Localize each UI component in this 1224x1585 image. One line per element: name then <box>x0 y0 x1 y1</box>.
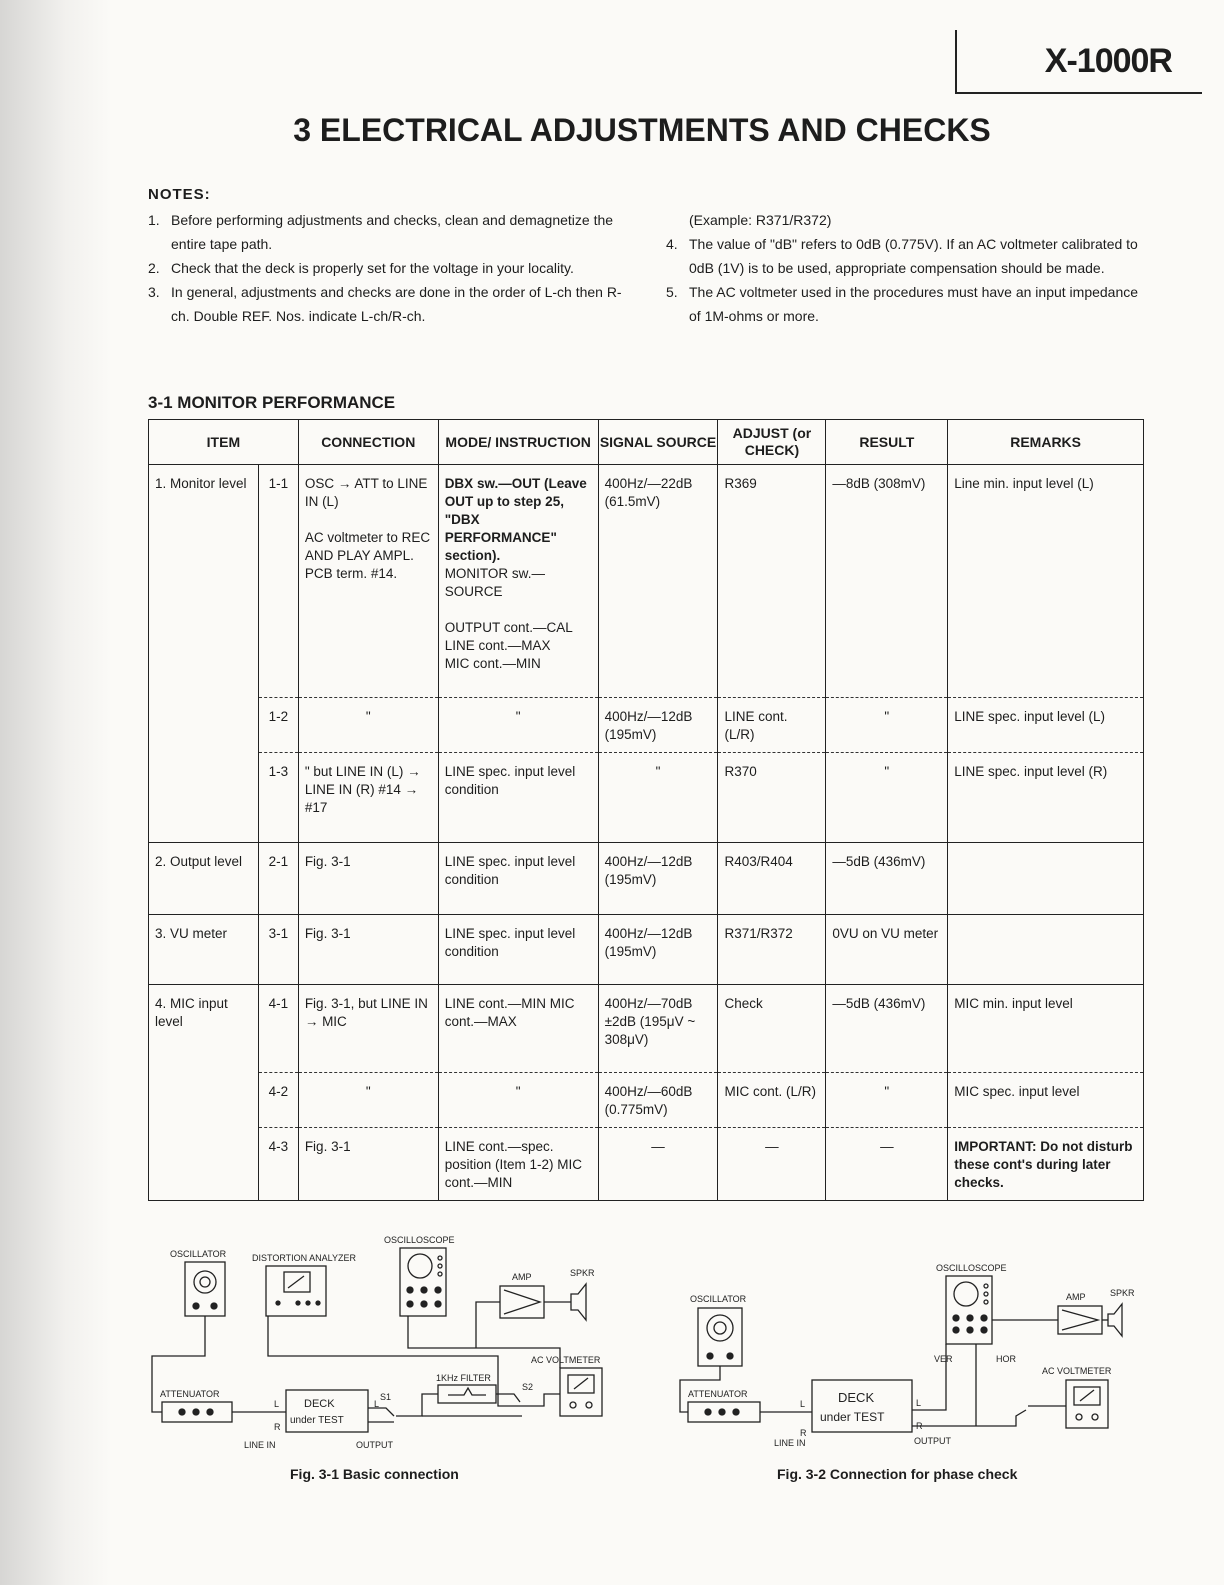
label-ver: VER <box>934 1354 953 1364</box>
notes-column-left <box>148 208 626 328</box>
cell-result: " <box>826 1073 948 1128</box>
cell-mode: LINE spec. input level condition <box>438 843 598 915</box>
table-row <box>149 753 1144 843</box>
cell-item: 3. VU meter <box>149 915 259 985</box>
cell-mode: " <box>438 698 598 753</box>
label-output: OUTPUT <box>914 1436 951 1446</box>
cell-adjust: MIC cont. (L/R) <box>718 1073 826 1128</box>
cell-step: 1-3 <box>258 753 298 843</box>
label-hor: HOR <box>996 1354 1016 1364</box>
cell-adjust: R403/R404 <box>718 843 826 915</box>
cell-signal: 400Hz/—70dB ±2dB (195μV ~ 308μV) <box>598 985 718 1073</box>
filter-symbol <box>448 1388 486 1395</box>
table-header <box>149 420 1144 465</box>
cell-connection: OSC → ATT to LINE IN (L) AC voltmeter to REC AND PLAY AMPL. PCB term. #14. <box>298 465 438 698</box>
table-row <box>149 1128 1144 1201</box>
cell-item: 4. MIC input level <box>149 985 259 1073</box>
label-line-in: LINE IN <box>774 1438 806 1448</box>
cell-connection: Fig. 3-1 <box>298 915 438 985</box>
label-distortion-analyzer: DISTORTION ANALYZER <box>252 1253 357 1263</box>
cell-remarks: LINE spec. input level (R) <box>948 753 1144 843</box>
cell-step: 4-1 <box>258 985 298 1073</box>
cell-signal: 400Hz/—60dB (0.775mV) <box>598 1073 718 1128</box>
cell-signal: 400Hz/—12dB (195mV) <box>598 915 718 985</box>
cell-item: 1. Monitor level <box>149 465 259 698</box>
figure-phase-check-connection <box>676 1230 1146 1455</box>
label-spkr: SPKR <box>1110 1288 1135 1298</box>
cell-result: " <box>826 753 948 843</box>
cell-item <box>149 1128 259 1201</box>
cell-step: 4-3 <box>258 1128 298 1201</box>
cell-result: " <box>826 698 948 753</box>
label-r-in: R <box>274 1422 281 1432</box>
label-r-in: R <box>800 1428 807 1438</box>
cell-connection: Fig. 3-1, but LINE IN → MIC <box>298 985 438 1073</box>
oscillator-device <box>185 1262 225 1316</box>
cell-step: 4-2 <box>258 1073 298 1128</box>
label-l-out: L <box>916 1398 922 1408</box>
figure-basic-connection <box>148 1230 628 1455</box>
cell-result: —5dB (436mV) <box>826 985 948 1073</box>
note-item: 3. In general, adjustments and checks are done in the order of L-ch then R-ch. Double REF. Nos. indicate L-ch/R-ch. <box>148 284 622 324</box>
cell-remarks: LINE spec. input level (L) <box>948 698 1144 753</box>
label-oscilloscope: OSCILLOSCOPE <box>936 1263 1007 1273</box>
amp-triangle <box>504 1290 540 1314</box>
cell-remarks: IMPORTANT: Do not disturb these cont's during later checks. <box>948 1128 1144 1201</box>
cell-signal: " <box>598 753 718 843</box>
cell-item <box>149 698 259 753</box>
label-ac-voltmeter: AC VOLTMETER <box>1042 1366 1112 1376</box>
cell-signal: 400Hz/—12dB (195mV) <box>598 843 718 915</box>
table-row <box>149 1073 1144 1128</box>
note-item: 1. Before performing adjustments and checks, clean and demagnetize the entire tape path. <box>148 212 614 252</box>
cell-signal: — <box>598 1128 718 1201</box>
deck-under-test-device <box>812 1380 912 1432</box>
header-signal: SIGNAL SOURCE <box>598 420 718 465</box>
header-adjust: ADJUST (or CHECK) <box>718 420 826 465</box>
scan-edge-shadow <box>0 0 110 1585</box>
note-item: (Example: R371/R372) <box>689 212 832 228</box>
mode-text: MONITOR sw.—SOURCE OUTPUT cont.—CAL LINE cont.—MAX MIC cont.—MIN <box>444 566 573 671</box>
mode-bold-text: DBX sw.—OUT (Leave OUT up to step 25, "DBX PERFORMANCE" section). <box>444 476 587 563</box>
cell-result: — <box>826 1128 948 1201</box>
cell-adjust: R369 <box>718 465 826 698</box>
table-row <box>149 915 1144 985</box>
header-mode: MODE/ INSTRUCTION <box>438 420 598 465</box>
label-output: OUTPUT <box>356 1440 393 1450</box>
cell-result: —5dB (436mV) <box>826 843 948 915</box>
page-title: 3 ELECTRICAL ADJUSTMENTS AND CHECKS <box>293 112 991 148</box>
label-oscillator: OSCILLATOR <box>170 1249 227 1259</box>
note-item: 5. The AC voltmeter used in the procedures must have an input impedance of 1M-ohms or more. <box>666 284 1139 324</box>
cell-item: 2. Output level <box>149 843 259 915</box>
table-row <box>149 985 1144 1073</box>
ac-voltmeter-device <box>1066 1380 1108 1428</box>
ac-voltmeter-device <box>560 1368 602 1416</box>
attenuator-device <box>162 1402 232 1422</box>
cell-step: 3-1 <box>258 915 298 985</box>
cell-item <box>149 1073 259 1128</box>
cell-step: 2-1 <box>258 843 298 915</box>
table-row <box>149 465 1144 698</box>
cell-connection: " <box>298 1073 438 1128</box>
header-remarks: REMARKS <box>948 420 1144 465</box>
cell-connection: Fig. 3-1 <box>298 843 438 915</box>
speaker-icon <box>571 1284 586 1320</box>
amp-triangle <box>1062 1310 1098 1330</box>
label-attenuator: ATTENUATOR <box>160 1389 220 1399</box>
cell-item <box>149 753 259 843</box>
cell-result: 0VU on VU meter <box>826 915 948 985</box>
label-l-out: L <box>374 1399 380 1409</box>
label-spkr: SPKR <box>570 1268 595 1278</box>
label-deck: DECK <box>838 1390 875 1405</box>
section-heading: 3-1 MONITOR PERFORMANCE <box>148 393 396 412</box>
label-l-in: L <box>800 1399 806 1409</box>
table-row <box>149 698 1144 753</box>
label-s2: S2 <box>522 1382 534 1392</box>
cell-step: 1-2 <box>258 698 298 753</box>
label-oscillator: OSCILLATOR <box>690 1294 747 1304</box>
distortion-analyzer-device <box>266 1266 326 1316</box>
connection-wires <box>152 1302 571 1422</box>
cell-signal: 400Hz/—22dB (61.5mV) <box>598 465 718 698</box>
cell-mode: LINE spec. input level condition <box>438 753 598 843</box>
label-r-out: R <box>916 1421 923 1431</box>
label-filter: 1KHz FILTER <box>436 1373 491 1383</box>
label-l-in: L <box>274 1399 280 1409</box>
label-amp: AMP <box>1066 1292 1086 1302</box>
oscillator-device <box>698 1308 742 1366</box>
cell-remarks: MIC spec. input level <box>948 1073 1144 1128</box>
cell-adjust: LINE cont. (L/R) <box>718 698 826 753</box>
cell-mode <box>438 465 598 698</box>
notes-heading: NOTES: <box>148 186 211 203</box>
note-item: 2. Check that the deck is properly set for the voltage in your locality. <box>148 260 574 276</box>
header-result: RESULT <box>826 420 948 465</box>
model-number: X-1000R <box>1044 42 1172 80</box>
model-box <box>955 30 1202 94</box>
cell-adjust: R370 <box>718 753 826 843</box>
cell-remarks <box>948 843 1144 915</box>
cell-remarks: MIC min. input level <box>948 985 1144 1073</box>
caption-fig-3-2: Fig. 3-2 Connection for phase check <box>777 1466 1018 1482</box>
label-attenuator: ATTENUATOR <box>688 1389 748 1399</box>
cell-remarks <box>948 915 1144 985</box>
cell-adjust: — <box>718 1128 826 1201</box>
notes-column-right <box>666 208 1144 328</box>
oscilloscope-device <box>400 1248 446 1316</box>
label-deck-under-test: under TEST <box>820 1410 885 1424</box>
label-deck: DECK <box>304 1398 335 1410</box>
cell-adjust: Check <box>718 985 826 1073</box>
speaker-icon <box>1108 1304 1122 1336</box>
cell-result: —8dB (308mV) <box>826 465 948 698</box>
caption-fig-3-1: Fig. 3-1 Basic connection <box>290 1466 459 1482</box>
attenuator-device <box>688 1402 760 1422</box>
header-item: ITEM <box>149 420 299 465</box>
label-oscilloscope: OSCILLOSCOPE <box>384 1235 455 1245</box>
cell-mode: LINE spec. input level condition <box>438 915 598 985</box>
filter-device <box>438 1385 496 1403</box>
label-ac-voltmeter: AC VOLTMETER <box>531 1355 601 1365</box>
oscilloscope-device <box>946 1276 992 1344</box>
cell-connection: " <box>298 698 438 753</box>
cell-step: 1-1 <box>258 465 298 698</box>
label-amp: AMP <box>512 1272 532 1282</box>
cell-connection: Fig. 3-1 <box>298 1128 438 1201</box>
label-line-in: LINE IN <box>244 1440 276 1450</box>
cell-mode: " <box>438 1073 598 1128</box>
label-deck-under-test: under TEST <box>290 1415 344 1426</box>
cell-adjust: R371/R372 <box>718 915 826 985</box>
note-item: 4. The value of "dB" refers to 0dB (0.775V). If an AC voltmeter calibrated to 0dB (1V) is to be used, appropriate compensation should be made. <box>666 236 1138 276</box>
cell-signal: 400Hz/—12dB (195mV) <box>598 698 718 753</box>
cell-mode: LINE cont.—MIN MIC cont.—MAX <box>438 985 598 1073</box>
monitor-performance-table <box>148 419 1144 1201</box>
label-s1: S1 <box>380 1392 392 1402</box>
cell-connection: " but LINE IN (L) → LINE IN (R) #14 → #17 <box>298 753 438 843</box>
cell-mode: LINE cont.—spec. position (Item 1-2) MIC cont.—MIN <box>438 1128 598 1201</box>
header-connection: CONNECTION <box>298 420 438 465</box>
cell-remarks: Line min. input level (L) <box>948 465 1144 698</box>
table-row <box>149 843 1144 915</box>
